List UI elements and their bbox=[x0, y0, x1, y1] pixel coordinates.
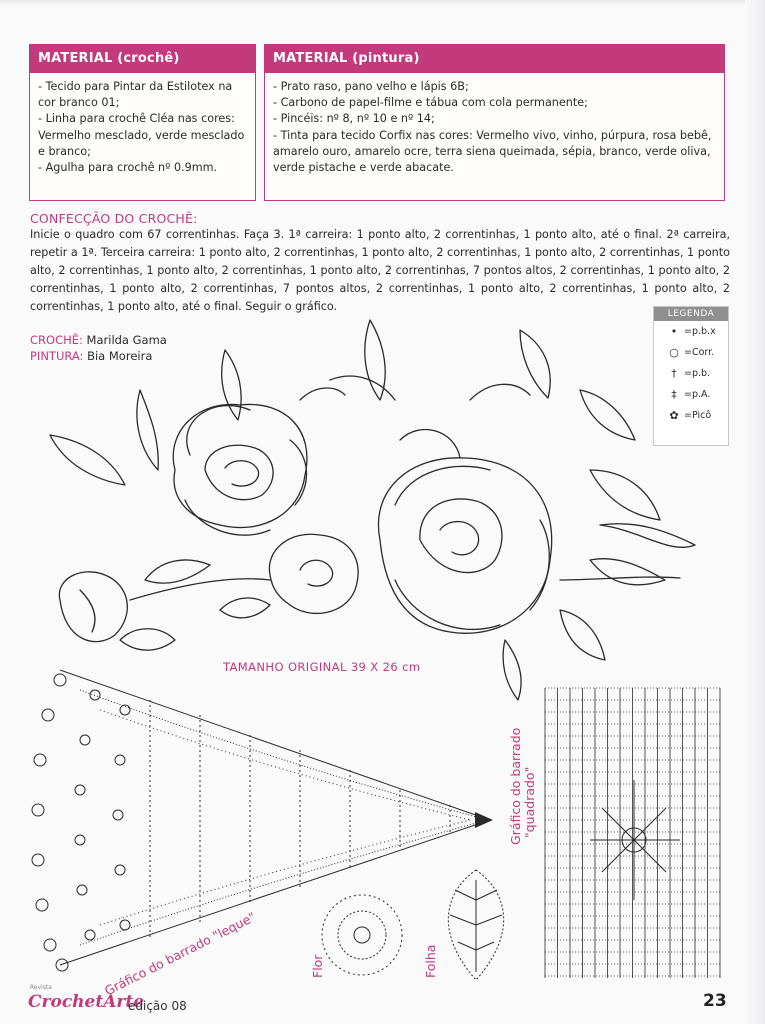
material-croche-title: MATERIAL (crochê) bbox=[30, 45, 255, 73]
original-size-label: TAMANHO ORIGINAL 39 X 26 cm bbox=[223, 660, 421, 674]
legend-label: Picô bbox=[691, 410, 712, 421]
double-crochet-icon: ‡ bbox=[671, 388, 677, 401]
material-pintura-title: MATERIAL (pintura) bbox=[265, 45, 724, 73]
page-number: 23 bbox=[703, 991, 727, 1011]
legend-row: † = p.b. bbox=[654, 363, 728, 384]
legend-label: Corr. bbox=[691, 347, 715, 358]
list-item: - Tinta para tecido Corfix nas cores: Vermelho vivo, vinho, púrpura, rosa bebê, amarelo ouro, amarelo ocre, terra siena queimada, sépia, branco, verde oliva, verde pistache e verde abacate. bbox=[273, 128, 712, 175]
list-item: - Agulha para crochê nº 0.9mm. bbox=[38, 161, 218, 175]
list-item: - Prato raso, pano velho e lápis 6B; bbox=[273, 80, 469, 93]
legend-label: p.A. bbox=[691, 389, 711, 400]
pintura-credit-name: Bia Moreira bbox=[87, 349, 153, 363]
square-chart-label-1: Gráfico do barrado bbox=[508, 727, 523, 845]
brand-revista: Revista bbox=[30, 984, 52, 991]
confeccao-title: CONFECÇÃO DO CROCHÊ: bbox=[30, 211, 198, 226]
list-item: - Carbono de papel-filme e tábua com cola permanente; bbox=[273, 96, 588, 110]
list-item: - Pincéis: nº 8, nº 10 e nº 14; bbox=[273, 112, 435, 126]
single-crochet-icon: † bbox=[671, 367, 677, 380]
legend-label: p.b. bbox=[691, 368, 711, 379]
fan-chart-label: Gráfico do barrado "leque" bbox=[102, 908, 259, 999]
flower-chart-label: Flor bbox=[310, 954, 325, 978]
legend-row: ○ = Corr. bbox=[654, 342, 728, 363]
leaf-chart-label: Folha bbox=[423, 944, 438, 978]
picot-icon: ✿ bbox=[669, 409, 679, 422]
pintura-credit-label: PINTURA: bbox=[30, 349, 84, 363]
legend-row: ✿ = Picô bbox=[654, 405, 728, 426]
list-item: - Tecido para Pintar da Estilotex na cor branco 01; bbox=[38, 80, 233, 110]
square-chart-label-2: "quadrado" bbox=[522, 766, 537, 838]
list-item: - Linha para crochê Cléa nas cores: Vermelho mesclado, verde mesclado e branco; bbox=[38, 112, 245, 158]
legend-title: LEGENDA bbox=[654, 307, 728, 321]
confeccao-text: Inicie o quadro com 67 correntinhas. Faça 3. 1ª carreira: 1 ponto alto, 2 correntinhas, 1 ponto alto, até o final. 2ª carreira, repetir a 1ª. Terceira carreira: 1 ponto alto, 2 correntinhas, 1 ponto alto, 2 correntinhas, 1 ponto alto, 2 correntinhas, 1 ponto alto, 2 correntinhas, 1 ponto alto, 2 correntinhas, 1 ponto alto, 2 correntinhas, 7 pontos altos, 2 correntinhas, 1 ponto alto, 2 correntinhas, 1 ponto alto, 2 correntinhas, 7 pontos altos, 2 correntinhas, 1 ponto alto, 2 correntinhas, 1 ponto alto, 2 correntinhas, 1 ponto alto, até o final. Seguir o gráfico. bbox=[30, 228, 730, 313]
oval-icon: ○ bbox=[669, 346, 679, 359]
croche-credit-label: CROCHÊ: bbox=[30, 333, 83, 347]
legend-row: • = p.b.x bbox=[654, 321, 728, 342]
brand-name: CrochetArte bbox=[28, 992, 145, 1012]
legend-label: p.b.x bbox=[691, 326, 716, 337]
legend-row: ‡ = p.A. bbox=[654, 384, 728, 405]
brand-logo bbox=[28, 984, 145, 1012]
dot-icon: • bbox=[670, 325, 678, 338]
croche-credit-name: Marilda Gama bbox=[86, 333, 167, 347]
edition-label: edição 08 bbox=[128, 999, 187, 1013]
